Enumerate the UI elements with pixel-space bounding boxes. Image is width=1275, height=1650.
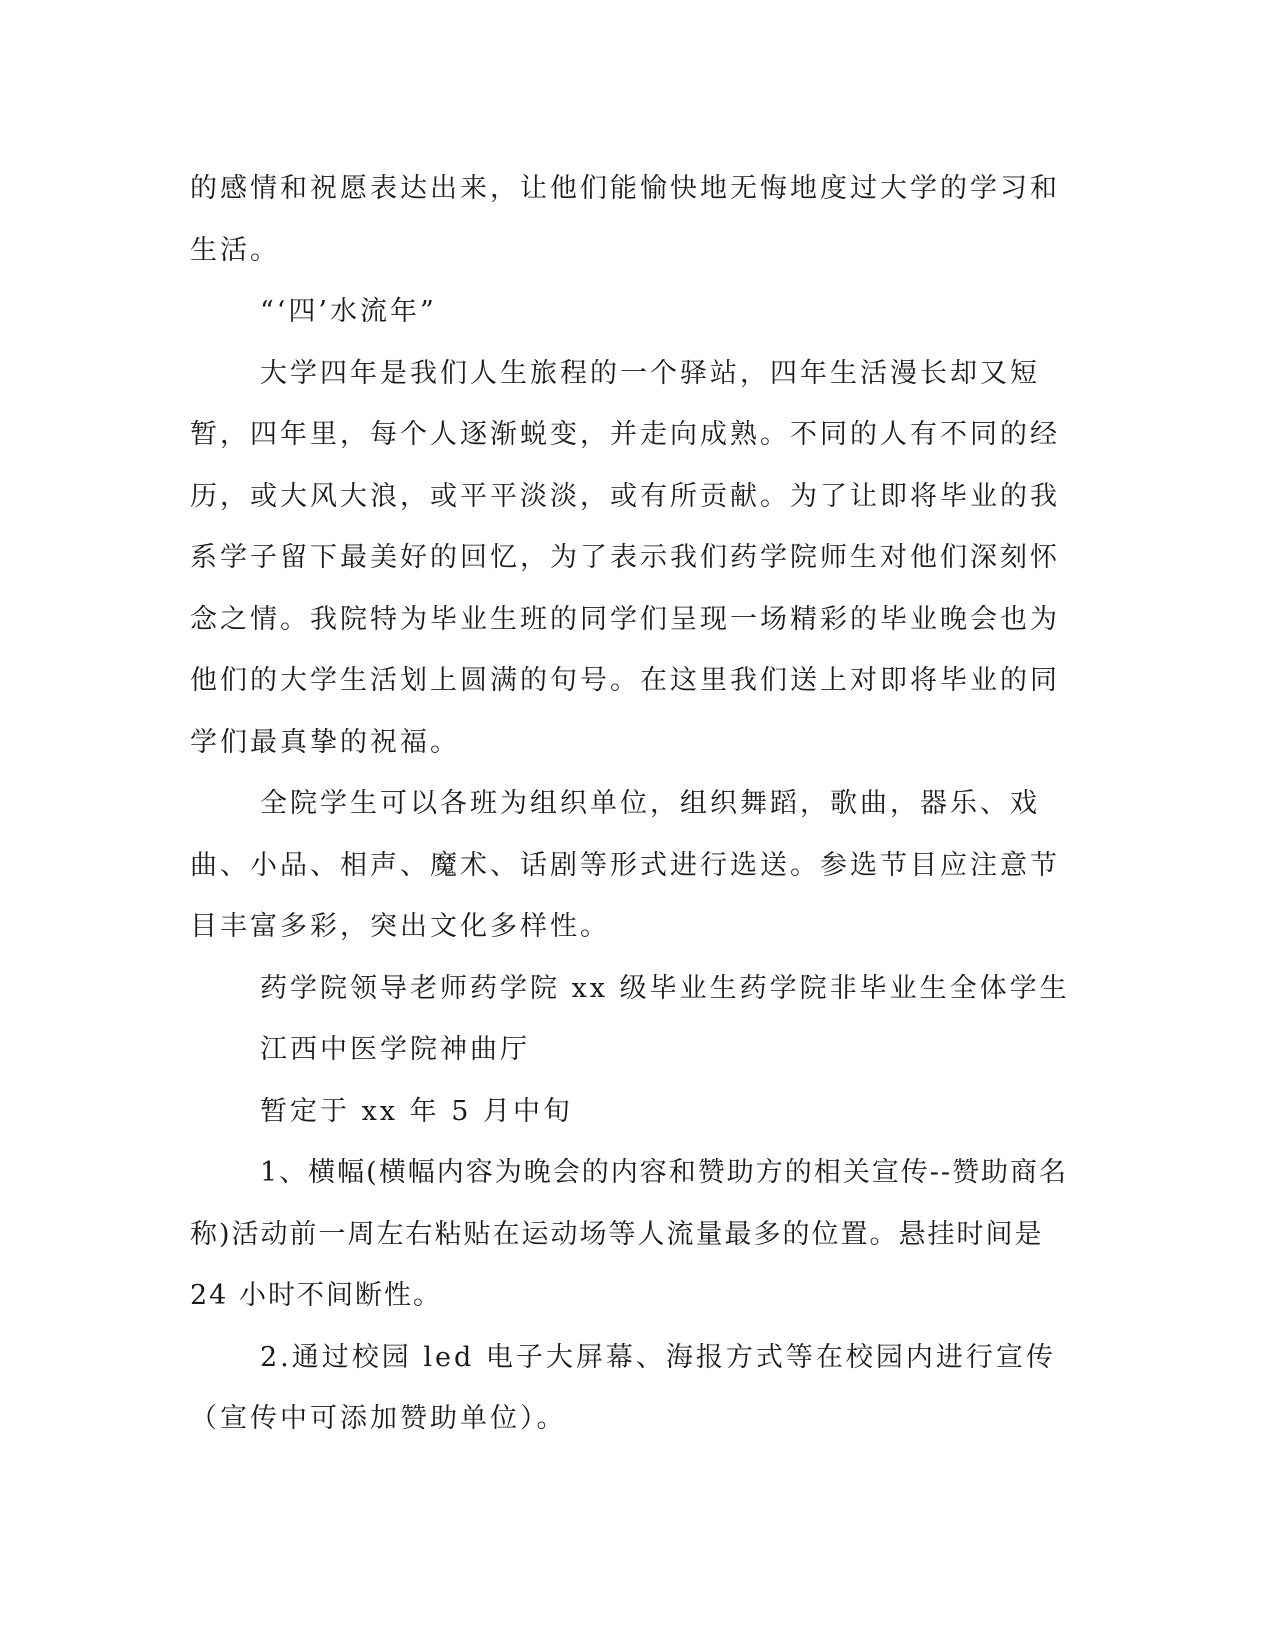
paragraph-introduction: 大学四年是我们人生旅程的一个驿站，四年生活漫长却又短暂，四年里，每个人逐渐蜕变，并走向成熟。不同的人有不同的经历，或大风大浪，或平平淡淡，或有所贡献。为了让即将毕业的我系学子留下最美好的回忆，为了表示我们药学院师生对他们深刻怀念之情。我院特为毕业生班的同学们呈现一场精彩的毕业晚会也为他们的大学生活划上圆满的句号。在这里我们送上对即将毕业的同学们最真挚的祝福。 [190,357,1060,758]
paragraph-audience: 药学院领导老师药学院 xx 级毕业生药学院非毕业生全体学生 [260,972,1070,1004]
paragraph-venue: 江西中医学院神曲厅 [260,1034,530,1065]
paragraph-date: 暂定于 xx 年 5 月中旬 [260,1095,573,1127]
document-body [190,158,1070,1450]
section-heading: “‘四’水流年” [260,296,437,327]
paragraph-continuation: 的感情和祝愿表达出来，让他们能愉快地无悔地度过大学的学习和生活。 [190,173,1060,266]
paragraph-banner-publicity: 1、横幅(横幅内容为晚会的内容和赞助方的相关宣传--赞助商名称)活动前一周左右粘贴在运动场等人流量最多的位置。悬挂时间是 24 小时不间断性。 [190,1157,1068,1311]
paragraph-participants: 全院学生可以各班为组织单位，组织舞蹈，歌曲，器乐、戏曲、小品、相声、魔术、话剧等形式进行选送。参选节目应注意节目丰富多彩，突出文化多样性。 [190,788,1060,942]
paragraph-screen-publicity: 2.通过校园 led 电子大屏幕、海报方式等在校园内进行宣传（宣传中可添加赞助单位）。 [190,1341,1056,1434]
